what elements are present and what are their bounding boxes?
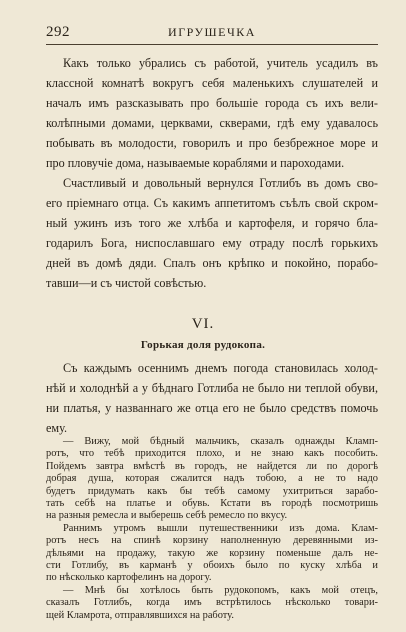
text-line: сказалъ Готлибъ, когда имъ встрѣтилось нѣсколько товари- [46,597,378,609]
text-line: ротъ несъ на спинѣ корзину наполненную деревянными из- [46,535,378,547]
text-line: — Мнѣ бы хотѣлось быть рудокопомъ, какъ мой отецъ, [63,584,378,596]
text-line: ни платья, у названнаго же отца его не было средствъ помочь [46,401,378,415]
text-line: ротъ, что тебѣ приходится плохо, и не знаю какъ пособить. [46,448,378,460]
header-rule [46,44,378,45]
text-line: его пріемнаго отца. Съ какимъ аппетитомъ съѣлъ свой скром- [46,196,378,210]
text-line: годарилъ Бога, ниспославшаго ему отраду послѣ горькихъ [46,236,378,250]
chapter-title: Горькая доля рудокопа. [140,339,266,351]
page-header [46,24,378,42]
text-line: Пойдемъ завтра вмѣстѣ въ городъ, не найдется ли по дорогѣ [46,460,378,472]
chapter-number: VI. [191,316,215,332]
text-line: побывать въ молодости, говорилъ и про безбрежное море и [46,136,378,150]
text-line: колѣпными домами, церквами, скверами, гдѣ ему удавалось [46,116,378,130]
text-line: по нѣсколько картофелинъ на дорогу. [46,572,212,584]
text-line: Раннимъ утромъ вышли путешественники изъ дома. Клам- [63,522,378,534]
text-line: — Вижу, мой бѣдный мальчикъ, сказалъ однажды Кламп- [63,436,378,447]
text-line: будетъ придумать какъ бы тебѣ самому ухитриться зарабо- [46,485,378,497]
text-line: классной комнатѣ вокругъ себя маленькихъ слушателей и [46,76,378,90]
text-line: нѣй и холоднѣй а у бѣднаго Готлиба не было ни теплой обуви, [46,381,378,395]
text-line: ему. [46,421,68,435]
text-line: добрая душа, которая сжалится надъ тобою, а не то надо [46,473,378,485]
text-line: Съ каждымъ осеннимъ днемъ погода становилась холод- [63,361,378,375]
text-line: щей Кламрота, отправлявшихся на работу. [46,609,234,621]
text-line: ный ужинъ изъ того же хлѣба и картофеля, и горячо бла- [46,216,378,230]
text-line: началъ имъ разсказывать про большіе города съ ихъ вели- [46,96,378,110]
text-line: Счастливый и довольный вернулся Готлибъ въ домъ сво- [63,176,378,190]
text-line: про пловучіе дома, называемые кораблями и пароходами. [46,156,345,170]
text-line: на разныя ремесла и выберешь себѣ ремесло по вкусу. [46,510,288,522]
text-line: дней въ домѣ дяди. Спалъ онъ крѣпко и покойно, порабо- [46,256,378,270]
text-line: дѣльями на продажу, такую же корзину поменьше далъ не- [46,547,378,559]
running-title: ИГРУШЕЧКА [168,25,256,39]
page-number: 292 [46,24,70,40]
text-line: сти Готлибу, въ карманѣ у обоихъ было по куску хлѣба и [46,560,378,571]
text-line: тавши—и съ чистой совѣстью. [46,276,207,290]
text-line: Какъ только убрались съ работой, учитель усадилъ въ [63,56,378,70]
text-line: тать себѣ на платье и обувь. Кстати въ городѣ посмотришь [46,498,378,509]
